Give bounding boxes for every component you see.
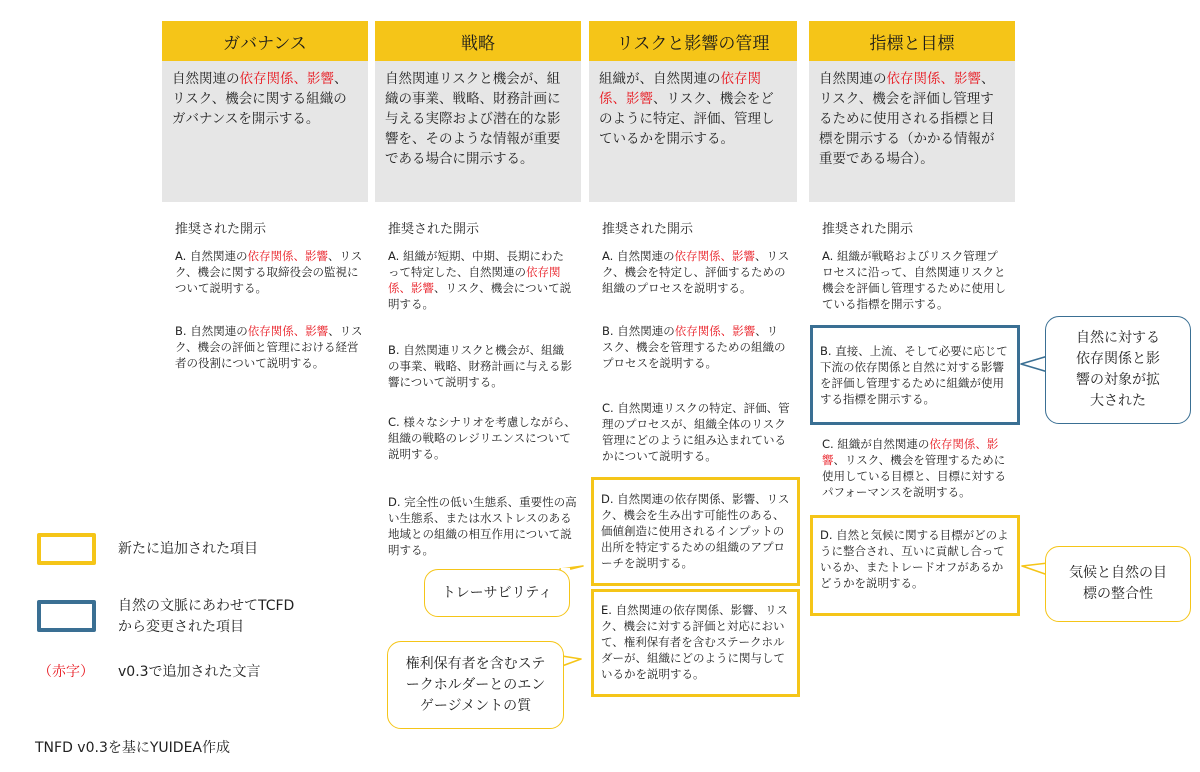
text-segment: 自然関連の	[819, 71, 887, 87]
text-segment: 組織が、自然関連の	[599, 71, 721, 87]
callout-stakeholder-engagement	[387, 641, 564, 729]
disclosure-item-strategy-c	[388, 414, 578, 462]
text-segment: C. 自然関連リスクの特定、評価、管理のプロセスが、組織全体のリスク管理にどのように組み込まれているかについて説明する。	[602, 401, 790, 463]
disclosure-item-risk-c	[602, 400, 792, 464]
column-description-strategy	[375, 61, 581, 202]
column-header-metrics-targets: 指標と目標	[809, 21, 1015, 61]
callout-tail-dependency	[1021, 356, 1048, 372]
callout-tail-stakeholder	[562, 656, 581, 666]
text-segment: 、リスク、機会に関する取締役会の監視について説明する。	[175, 249, 363, 295]
red-added-text: 依存関係、影響	[674, 324, 756, 338]
disclosure-item-governance-b	[175, 323, 365, 371]
column-description-governance	[162, 61, 368, 202]
disclosure-item-metrics-d	[820, 527, 1012, 591]
text-segment: 、リスク、機会を管理するために使用している目標と、目標に対するパフォーマンスを説明する。	[822, 453, 1006, 499]
column-header-strategy: 戦略	[375, 21, 581, 61]
text-segment: 、リスク、機会をどのように特定、評価、管理しているかを開示する。	[599, 91, 775, 147]
legend-red-marker: （赤字）	[38, 664, 94, 680]
column-description-risk-impact	[589, 61, 797, 202]
disclosure-item-risk-e	[601, 602, 793, 682]
text-segment: B. 自然関連の	[602, 324, 675, 338]
legend-red-description: v0.3で追加された文言	[118, 664, 261, 680]
text-segment: B. 直接、上流、そして必要に応じて下流の依存関係と自然に対する影響を評価し管理するために組織が使用する指標を開示する。	[820, 344, 1008, 406]
disclosure-item-risk-a	[602, 248, 792, 296]
text-segment: C. 様々なシナリオを考慮しながら、組織の戦略のレジリエンスについて説明する。	[388, 415, 576, 461]
text-segment: 、リスク、機会を管理するための組織のプロセスを説明する。	[602, 324, 786, 370]
recommended-title-strategy: 推奨された開示	[388, 222, 480, 237]
recommended-title-risk-impact: 推奨された開示	[602, 222, 694, 237]
disclosure-item-strategy-a	[388, 248, 574, 312]
disclosure-item-metrics-b	[820, 343, 1012, 407]
callout-tail-traceability	[560, 566, 583, 569]
red-added-text: 依存関係、影響	[599, 71, 761, 107]
red-added-text: 依存関係、影響	[674, 249, 755, 263]
callout-climate-nature-alignment	[1045, 546, 1191, 622]
text-segment: 自然関連リスクと機会が、組織の事業、戦略、財務計画に与える実際および潜在的な影響を、そのような情報が重要である場合に開示する。	[385, 71, 561, 167]
text-segment: 、リスク、機会を評価し管理するために使用される指標と目標を開示する（かかる情報が重要である場合）。	[819, 71, 995, 167]
text-segment: D. 自然関連の依存関係、影響、リスク、機会を生み出す可能性のある、価値創造に使用されるインプットの出所を特定するための組織のアプローチを説明する。	[601, 492, 790, 570]
disclosure-item-governance-a	[175, 248, 365, 296]
callout-dependency-text: 自然に対する依存関係と影響の対象が拡大された	[1076, 330, 1160, 409]
legend-swatch-new	[37, 533, 96, 565]
text-segment: B. 自然関連の	[175, 324, 248, 338]
text-segment: A. 組織が短期、中期、長期にわたって特定した、自然関連の	[388, 249, 564, 279]
column-header-governance: ガバナンス	[162, 21, 368, 61]
callout-dependency-expanded	[1045, 316, 1191, 424]
text-segment: D. 自然と気候に関する目標がどのように整合され、互いに貢献し合っているか、またトレードオフがあるかどうかを説明する。	[820, 528, 1009, 590]
red-added-text: 依存関係、影響	[247, 324, 329, 338]
recommended-title-metrics-targets: 推奨された開示	[822, 222, 914, 237]
text-segment: C. 組織が自然関連の	[822, 437, 930, 451]
text-segment: A. 自然関連の	[602, 249, 675, 263]
red-added-text: 依存関係、影響	[886, 71, 981, 87]
red-added-text: 依存関係、影響	[247, 249, 328, 263]
disclosure-item-risk-b	[602, 323, 788, 371]
text-segment: 、リスク、機会について説明する。	[388, 281, 572, 311]
text-segment: A. 組織が戦略およびリスク管理プロセスに沿って、自然関連リスクと機会を評価し管理するために使用している指標を開示する。	[822, 249, 1006, 311]
text-segment: 自然関連の	[172, 71, 240, 87]
text-segment: 、リスク、機会の評価と管理における経営者の役割について説明する。	[175, 324, 363, 370]
text-segment: 、リスク、機会を特定し、評価するための組織のプロセスを説明する。	[602, 249, 790, 295]
disclosure-item-risk-d	[601, 491, 793, 571]
text-segment: D. 完全性の低い生態系、重要性の高い生態系、または水ストレスのある地域との組織の相互作用について説明する。	[388, 495, 577, 557]
callout-climate-text: 気候と自然の目標の整合性	[1069, 565, 1167, 602]
column-description-metrics-targets	[809, 61, 1015, 202]
source-credit: TNFD v0.3を基にYUIDEA作成	[35, 740, 230, 756]
callout-traceability	[424, 569, 570, 617]
disclosure-item-strategy-b	[388, 342, 574, 390]
callout-traceability-text: トレーサビリティ	[441, 584, 553, 601]
legend-label-new: 新たに追加された項目	[118, 541, 258, 557]
legend-swatch-changed	[37, 600, 96, 632]
recommended-title-governance: 推奨された開示	[175, 222, 267, 237]
text-segment: B. 自然関連リスクと機会が、組織の事業、戦略、財務計画に与える影響について説明する。	[388, 343, 572, 389]
text-segment: 、リスク、機会に関する組織のガバナンスを開示する。	[172, 71, 348, 127]
legend-label-changed: 自然の文脈にあわせてTCFDから変更された項目	[118, 598, 295, 635]
disclosure-item-metrics-a	[822, 248, 1008, 312]
red-added-text: 依存関係、影響	[822, 437, 999, 467]
disclosure-item-metrics-c	[822, 436, 1012, 500]
callout-stakeholder-text: 権利保有者を含むステークホルダーとのエンゲージメントの質	[405, 655, 546, 714]
red-added-text: 依存関係、影響	[388, 265, 561, 295]
text-segment: A. 自然関連の	[175, 249, 248, 263]
column-header-risk-impact: リスクと影響の管理	[589, 21, 797, 61]
disclosure-item-strategy-d	[388, 494, 578, 558]
red-added-text: 依存関係、影響	[239, 71, 334, 87]
text-segment: E. 自然関連の依存関係、影響、リスク、機会に対する評価と対応において、権利保有者を含むステークホルダーが、組織にどのように関与しているかを説明する。	[601, 603, 788, 681]
